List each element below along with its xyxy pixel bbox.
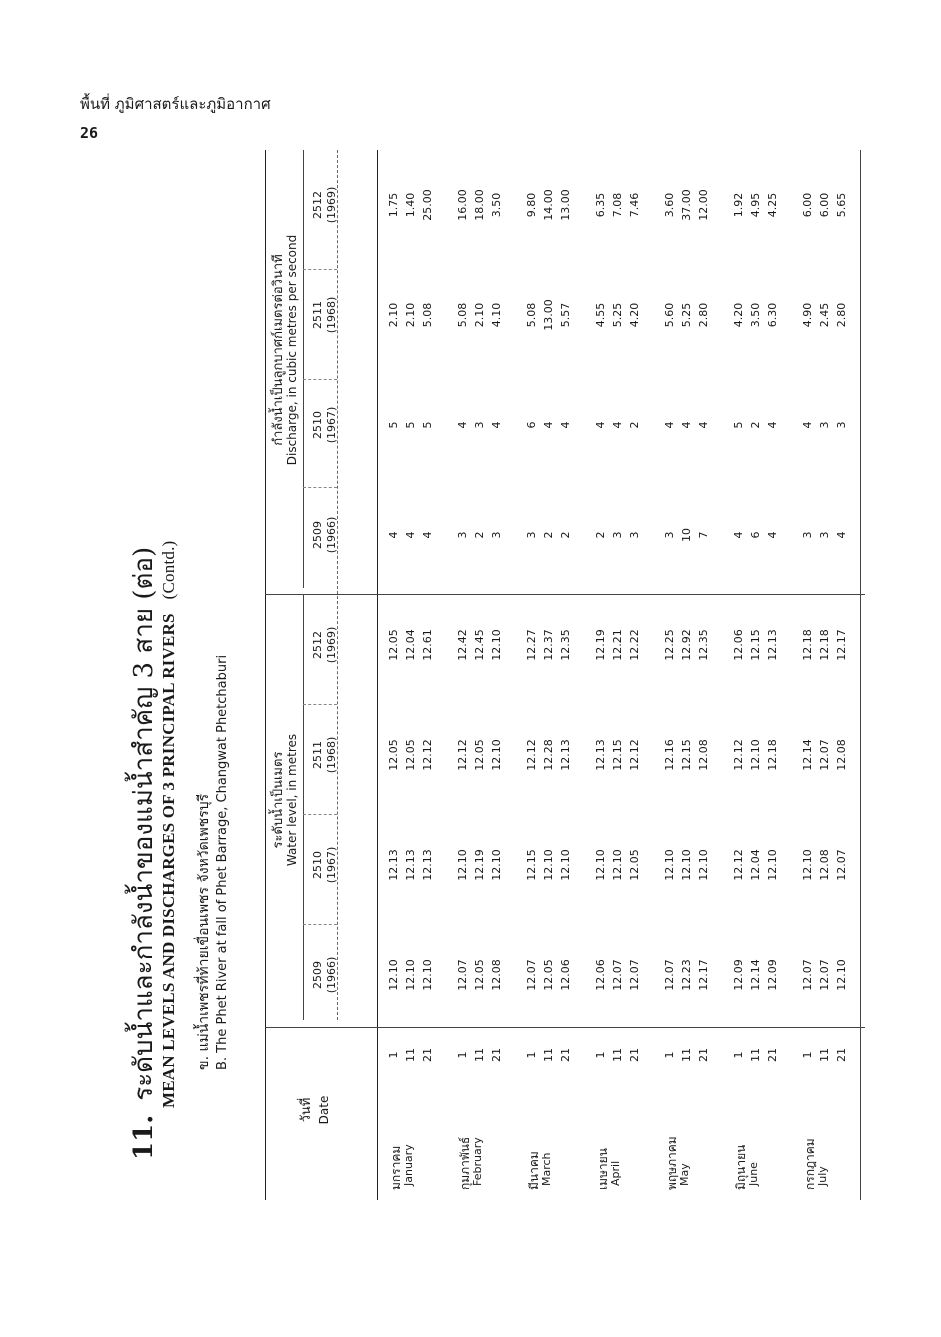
year-header: 2509 [311,521,324,549]
water-level-value: 12.10 [490,739,503,771]
year-header: 2510 [311,851,324,879]
day-label: 21 [697,1048,710,1062]
water-level-value: 12.08 [697,739,710,771]
discharge-value: 4 [490,421,503,429]
table-title-english [159,541,179,1108]
discharge-value: 3 [818,531,831,539]
discharge-value: 6.00 [801,192,814,218]
discharge-value: 5.08 [421,302,434,328]
water-level-value: 12.07 [835,849,848,881]
discharge-value: 4 [680,421,693,429]
discharge-value: 5.25 [680,302,693,328]
month-label-english: July [816,1166,829,1186]
water-level-value: 12.19 [594,629,607,661]
water-level-value: 12.28 [542,739,555,771]
discharge-value: 4 [542,421,555,429]
year-ce-header: (1966) [325,516,338,554]
water-level-value: 12.10 [456,849,469,881]
discharge-value: 16.00 [456,189,469,221]
year-ce-header: (1967) [325,846,338,884]
water-level-value: 12.05 [387,629,400,661]
water-level-value: 12.10 [697,849,710,881]
water-level-value: 12.45 [473,629,486,661]
discharge-value: 1.40 [404,192,417,218]
water-level-value: 12.07 [456,959,469,991]
discharge-value: 1.92 [732,192,745,218]
water-level-value: 12.15 [525,849,538,881]
water-level-value: 12.37 [542,629,555,661]
month-label-english: May [678,1163,691,1186]
page-number: 26 [80,124,99,142]
year-header: 2511 [311,741,324,769]
water-level-value: 12.07 [818,959,831,991]
year-divider-5 [303,379,337,380]
year-divider-4 [303,487,337,488]
month-label-english: February [471,1137,484,1186]
discharge-value: 2 [559,531,572,539]
discharge-value: 3 [473,421,486,429]
table-subtitle-thai: ข. แม่น้ำเพชรที่ท้ายเขื่อนเพชร จังหวัดเพชรบุรี [196,793,212,1070]
water-level-value: 12.06 [732,629,745,661]
water-level-value: 12.04 [404,629,417,661]
month-label-thai: มิถุนายน [734,1144,748,1190]
water-level-value: 12.21 [611,629,624,661]
water-level-value: 12.10 [766,849,779,881]
table-number: 11. [129,1114,159,1160]
discharge-value: 4 [611,421,624,429]
discharge-value: 7.08 [611,192,624,218]
table-title-thai-text: ระดับน้ำและกำลังน้ำของแม่น้ำสำคัญ 3 สาย (ต่อ) [129,546,159,1101]
water-level-value: 12.05 [473,739,486,771]
water-level-value: 12.07 [525,959,538,991]
discharge-value: 25.00 [421,189,434,221]
water-level-value: 12.10 [542,849,555,881]
discharge-value: 4 [421,531,434,539]
discharge-value: 2.45 [818,302,831,328]
water-level-value: 12.10 [387,959,400,991]
discharge-value: 4 [697,421,710,429]
water-level-value: 12.18 [818,629,831,661]
day-label: 1 [456,1051,469,1059]
discharge-value: 4.20 [732,302,745,328]
year-header: 2512 [311,191,324,219]
water-level-value: 12.25 [663,629,676,661]
month-label-thai: เมษายน [596,1148,610,1190]
year-header: 2510 [311,411,324,439]
day-label: 1 [732,1051,745,1059]
discharge-value: 4.55 [594,302,607,328]
day-label: 11 [749,1048,762,1062]
water-level-value: 12.42 [456,629,469,661]
discharge-value: 5 [732,421,745,429]
day-label: 1 [663,1051,676,1059]
discharge-value: 9.80 [525,192,538,218]
table-title-english-text: MEAN LEVELS AND DISCHARGES OF 3 PRINCIPAL RIVERS [159,613,178,1108]
discharge-value: 6 [749,531,762,539]
day-label: 21 [835,1048,848,1062]
year-divider-1 [303,924,337,925]
discharge-value: 5 [387,421,400,429]
water-level-value: 12.10 [611,849,624,881]
discharge-value: 7.46 [628,192,641,218]
year-divider-2 [303,814,337,815]
water-level-header-thai: ระดับน้ำเป็นเมตร [271,751,286,849]
day-label: 11 [542,1048,555,1062]
discharge-value: 2.80 [697,302,710,328]
day-label: 1 [525,1051,538,1059]
year-header: 2509 [311,961,324,989]
discharge-value: 2.10 [387,302,400,328]
discharge-value: 4.25 [766,192,779,218]
water-level-value: 12.05 [387,739,400,771]
month-label-thai: กรกฎาคม [803,1138,817,1190]
discharge-value: 3 [525,531,538,539]
water-level-value: 12.08 [835,739,848,771]
water-level-value: 12.07 [628,959,641,991]
discharge-value: 4.20 [628,302,641,328]
table-title-thai [123,547,164,1160]
discharge-value: 7 [697,531,710,539]
water-level-value: 12.06 [594,959,607,991]
water-level-value: 12.08 [818,849,831,881]
discharge-value: 4 [387,531,400,539]
date-column-rule [265,1027,865,1028]
day-label: 1 [387,1051,400,1059]
year-divider-3 [303,704,337,705]
rotated-table-page [115,110,855,1200]
water-level-header-english: Water level, in metres [285,733,299,867]
water-level-value: 12.18 [766,739,779,771]
discharge-value: 5 [404,421,417,429]
discharge-value: 3 [801,531,814,539]
day-label: 11 [680,1048,693,1062]
water-level-value: 12.12 [525,739,538,771]
discharge-value: 14.00 [542,189,555,221]
water-level-value: 12.19 [473,849,486,881]
discharge-value: 5.65 [835,192,848,218]
day-label: 11 [473,1048,486,1062]
discharge-value: 12.00 [697,189,710,221]
water-level-value: 12.14 [801,739,814,771]
discharge-value: 4 [766,531,779,539]
water-level-value: 12.12 [421,739,434,771]
month-label-thai: กุมภาพันธ์ [458,1136,472,1190]
discharge-header-thai: กำลังน้ำเป็นลูกบาศก์เมตรต่อวินาที [271,254,286,446]
water-level-value: 12.14 [749,959,762,991]
discharge-value: 3 [456,531,469,539]
table-top-rule [265,150,266,1200]
discharge-value: 2 [473,531,486,539]
water-level-value: 12.16 [663,739,676,771]
day-label: 11 [611,1048,624,1062]
discharge-value: 5.57 [559,302,572,328]
year-ce-header: (1968) [325,736,338,774]
water-group-rule [303,595,304,1020]
year-divider-6 [303,269,337,270]
day-label: 21 [490,1048,503,1062]
discharge-value: 2 [542,531,555,539]
water-level-value: 12.10 [594,849,607,881]
water-level-value: 12.17 [835,629,848,661]
water-level-value: 12.10 [404,959,417,991]
discharge-value: 10 [680,528,693,542]
water-level-value: 12.10 [680,849,693,881]
water-level-value: 12.12 [628,739,641,771]
year-ce-header: (1969) [325,626,338,664]
discharge-value: 4.95 [749,192,762,218]
discharge-value: 4 [663,421,676,429]
table-bottom-rule [860,150,861,1200]
water-level-value: 12.23 [680,959,693,991]
month-label-thai: มีนาคม [527,1151,541,1190]
discharge-value: 5 [421,421,434,429]
water-level-value: 12.07 [818,739,831,771]
discharge-value: 4.90 [801,302,814,328]
discharge-value: 2.10 [473,302,486,328]
water-level-value: 12.09 [766,959,779,991]
month-label-english: April [609,1160,622,1186]
date-header-english: Date [317,1095,331,1125]
water-level-value: 12.12 [456,739,469,771]
group-divider-rule [265,594,865,595]
water-level-value: 12.15 [680,739,693,771]
water-level-value: 12.05 [542,959,555,991]
discharge-value: 1.75 [387,192,400,218]
discharge-value: 4 [456,421,469,429]
water-level-value: 12.15 [611,739,624,771]
discharge-value: 2 [749,421,762,429]
discharge-value: 2 [628,421,641,429]
month-label-thai: พฤษภาคม [665,1136,679,1190]
water-level-value: 12.61 [421,629,434,661]
year-ce-header: (1969) [325,186,338,224]
discharge-value: 37.00 [680,189,693,221]
water-level-value: 12.17 [697,959,710,991]
discharge-value: 3 [628,531,641,539]
date-header-thai: วันที่ [299,1097,314,1123]
day-label: 1 [801,1051,814,1059]
year-header: 2512 [311,631,324,659]
water-level-value: 12.05 [404,739,417,771]
water-level-value: 12.07 [663,959,676,991]
day-label: 21 [559,1048,572,1062]
discharge-value: 6 [525,421,538,429]
month-label-english: January [402,1144,415,1186]
year-ce-header: (1968) [325,296,338,334]
discharge-value: 3 [490,531,503,539]
discharge-group-rule [303,150,304,588]
day-label: 21 [628,1048,641,1062]
discharge-header-english: Discharge, in cubic metres per second [285,234,299,466]
water-level-value: 12.27 [525,629,538,661]
discharge-value: 4 [404,531,417,539]
discharge-value: 4 [559,421,572,429]
discharge-value: 6.00 [818,192,831,218]
day-label: 11 [818,1048,831,1062]
day-label: 11 [404,1048,417,1062]
water-level-value: 12.10 [490,629,503,661]
water-level-value: 12.10 [490,849,503,881]
running-head: พื้นที่ ภูมิศาสตร์และภูมิอากาศ [80,95,271,113]
water-level-value: 12.13 [421,849,434,881]
month-label-english: March [540,1152,553,1186]
discharge-value: 4.10 [490,302,503,328]
discharge-value: 5.25 [611,302,624,328]
water-level-value: 12.18 [801,629,814,661]
discharge-value: 5.60 [663,302,676,328]
water-level-value: 12.06 [559,959,572,991]
water-level-value: 12.92 [680,629,693,661]
water-level-value: 12.07 [611,959,624,991]
water-level-value: 12.10 [749,739,762,771]
discharge-value: 4 [732,531,745,539]
water-level-value: 12.12 [732,739,745,771]
water-level-value: 12.35 [697,629,710,661]
water-level-value: 12.13 [387,849,400,881]
day-label: 21 [766,1048,779,1062]
water-level-value: 12.13 [594,739,607,771]
water-level-value: 12.10 [801,849,814,881]
water-level-value: 12.05 [473,959,486,991]
discharge-value: 3 [835,421,848,429]
discharge-value: 3 [663,531,676,539]
water-level-value: 12.35 [559,629,572,661]
discharge-value: 3.50 [749,302,762,328]
year-ce-header: (1967) [325,406,338,444]
discharge-value: 13.00 [559,189,572,221]
discharge-value: 5.08 [456,302,469,328]
discharge-value: 4 [835,531,848,539]
discharge-value: 13.00 [542,299,555,331]
water-level-value: 12.10 [559,849,572,881]
year-ce-header: (1966) [325,956,338,994]
discharge-value: 18.00 [473,189,486,221]
water-level-value: 12.10 [421,959,434,991]
month-label-thai: มกราคม [389,1145,403,1190]
discharge-value: 3.60 [663,192,676,218]
discharge-value: 2.80 [835,302,848,328]
water-level-value: 12.22 [628,629,641,661]
water-level-value: 12.13 [766,629,779,661]
table-subtitle-english: B. The Phet River at fall of Phet Barrage, Changwat Phetchaburi [215,654,230,1070]
water-level-value: 12.08 [490,959,503,991]
discharge-value: 4 [801,421,814,429]
water-level-value: 12.09 [732,959,745,991]
discharge-value: 6.30 [766,302,779,328]
discharge-value: 3 [611,531,624,539]
discharge-value: 2.10 [404,302,417,328]
header-bottom-rule [377,150,378,1200]
discharge-value: 3 [818,421,831,429]
water-level-value: 12.07 [801,959,814,991]
day-label: 21 [421,1048,434,1062]
year-header: 2511 [311,301,324,329]
water-level-value: 12.04 [749,849,762,881]
discharge-value: 4 [766,421,779,429]
month-label-english: June [747,1162,760,1186]
water-level-value: 12.12 [732,849,745,881]
day-label: 1 [594,1051,607,1059]
water-level-value: 12.15 [749,629,762,661]
discharge-value: 3.50 [490,192,503,218]
water-level-value: 12.05 [628,849,641,881]
water-level-value: 12.13 [404,849,417,881]
water-level-value: 12.10 [835,959,848,991]
discharge-value: 2 [594,531,607,539]
discharge-value: 4 [594,421,607,429]
water-level-value: 12.13 [559,739,572,771]
table-title-contd: (Contd.) [159,540,178,600]
discharge-value: 6.35 [594,192,607,218]
discharge-value: 5.08 [525,302,538,328]
water-level-value: 12.10 [663,849,676,881]
